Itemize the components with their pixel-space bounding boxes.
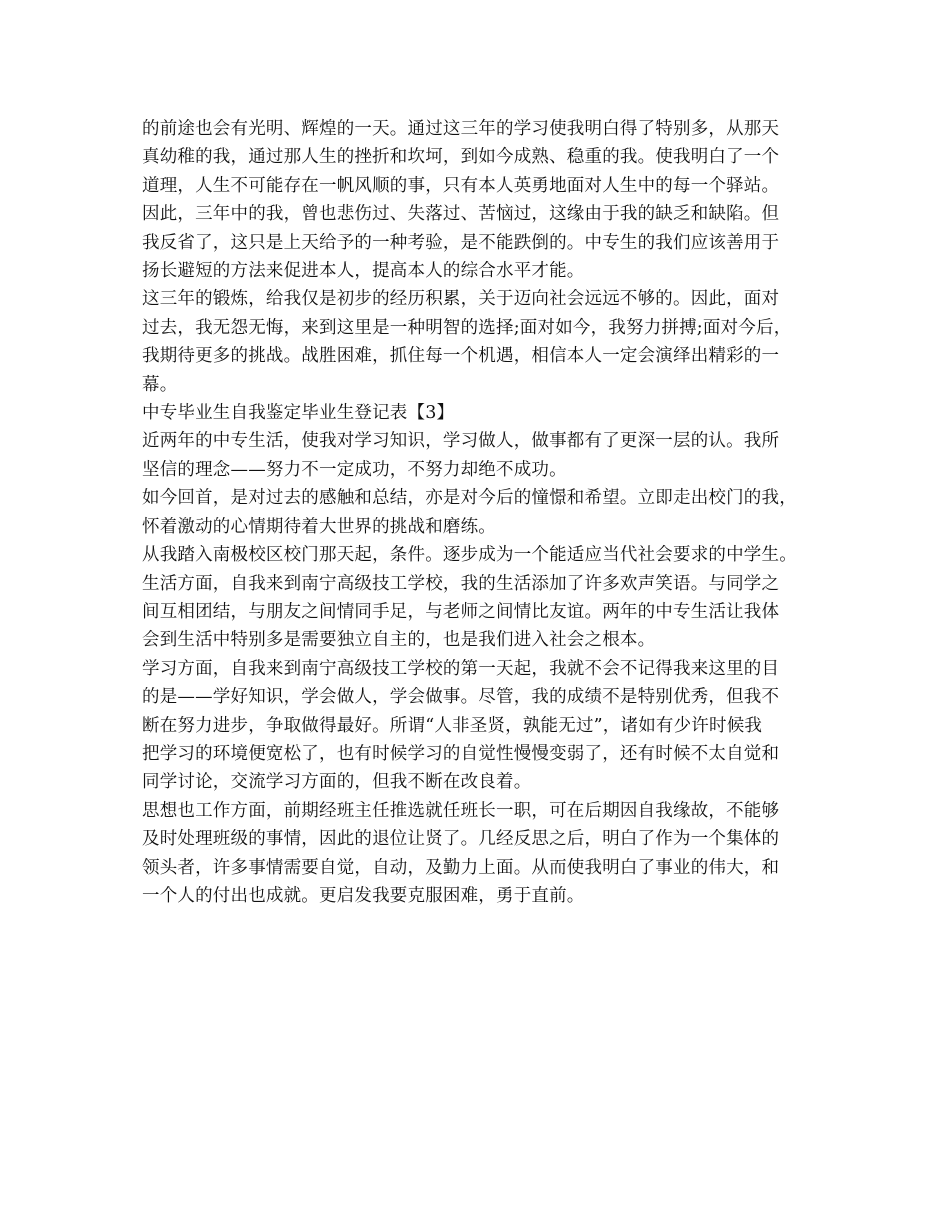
paragraph-8 (142, 797, 812, 911)
text-line: 因此，三年中的我，曾也悲伤过、失落过、苦恼过，这缘由于我的缺乏和缺陷。但 (142, 204, 780, 225)
text-line: 如今回首，是对过去的感触和总结，亦是对今后的憧憬和希望。立即走出校门的我， (142, 488, 797, 509)
paragraph-3 (142, 427, 812, 484)
heading-line: 中专毕业生自我鉴定毕业生登记表【3】 (142, 403, 455, 424)
text-line: 及时处理班级的事情，因此的退位让贤了。几经反思之后，明白了作为一个集体的 (142, 829, 780, 850)
text-line: 我反省了，这只是上天给予的一种考验，是不能跌倒的。中专生的我们应该善用于 (142, 232, 780, 253)
text-line: 扬长避短的方法来促进本人，提高本人的综合水平才能。 (142, 261, 585, 282)
text-line: 真幼稚的我，通过那人生的挫折和坎坷，到如今成熟、稳重的我。使我明白了一个 (142, 147, 780, 168)
text-line: 思想也工作方面，前期经班主任推选就任班长一职，可在后期因自我缘故，不能够 (142, 800, 780, 821)
text-line: 近两年的中专生活，使我对学习知识，学习做人，做事都有了更深一层的认。我所 (142, 431, 780, 452)
text-line: 的前途也会有光明、辉煌的一天。通过这三年的学习使我明白得了特别多，从那天 (142, 119, 780, 139)
text-line: 生活方面，自我来到南宁高级技工学校，我的生活添加了许多欢声笑语。与同学之 (142, 573, 780, 594)
paragraph-1 (142, 115, 812, 285)
text-line: 一个人的付出也成就。更启发我要克服困难，勇于直前。 (142, 885, 585, 906)
text-line: 我期待更多的挑战。战胜困难，抓住每一个机遇，相信本人一定会演绎出精彩的一 (142, 346, 780, 367)
text-line: 同学讨论，交流学习方面的，但我不断在改良着。 (142, 772, 532, 793)
text-line: 幕。 (142, 374, 178, 395)
text-line: 从我踏入南极校区校门那天起，条件。逐步成为一个能适应当代社会要求的中学生。 (142, 545, 797, 566)
document-body (142, 115, 812, 910)
text-line: 领头者，许多事情需要自觉，自动，及勤力上面。从而使我明白了事业的伟大，和 (142, 857, 780, 878)
paragraph-7 (142, 655, 812, 797)
text-line: 怀着激动的心情期待着大世界的挑战和磨练。 (142, 516, 496, 537)
text-line: 过去，我无怨无悔，来到这里是一种明智的选择;面对如今，我努力拼搏;面对今后， (142, 317, 792, 338)
text-line: 会到生活中特别多是需要独立自主的，也是我们进入社会之根本。 (142, 630, 656, 651)
text-line: 道理，人生不可能存在一帆风顺的事，只有本人英勇地面对人生中的每一个驿站。 (142, 175, 780, 196)
paragraph-4 (142, 484, 812, 541)
paragraph-6 (142, 570, 812, 655)
paragraph-2 (142, 285, 812, 399)
text-line: 坚信的理念——努力不一定成功，不努力却绝不成功。 (142, 459, 567, 480)
text-line: 学习方面，自我来到南宁高级技工学校的第一天起，我就不会不记得我来这里的目 (142, 658, 780, 679)
text-line: 这三年的锻炼，给我仅是初步的经历积累，关于迈向社会远远不够的。因此，面对 (142, 289, 780, 310)
text-line: 把学习的环境便宽松了，也有时候学习的自觉性慢慢变弱了，还有时候不太自觉和 (142, 743, 780, 764)
text-line: 的是——学好知识，学会做人，学会做事。尽管，我的成绩不是特别优秀，但我不 (142, 687, 780, 708)
paragraph-5 (142, 541, 812, 569)
text-line: 间互相团结，与朋友之间情同手足，与老师之间情比友谊。两年的中专生活让我体 (142, 601, 780, 622)
text-line: 断在努力进步，争取做得最好。所谓“人非圣贤，孰能无过”，诸如有少许时候我 (142, 715, 763, 736)
section-heading (142, 399, 812, 427)
